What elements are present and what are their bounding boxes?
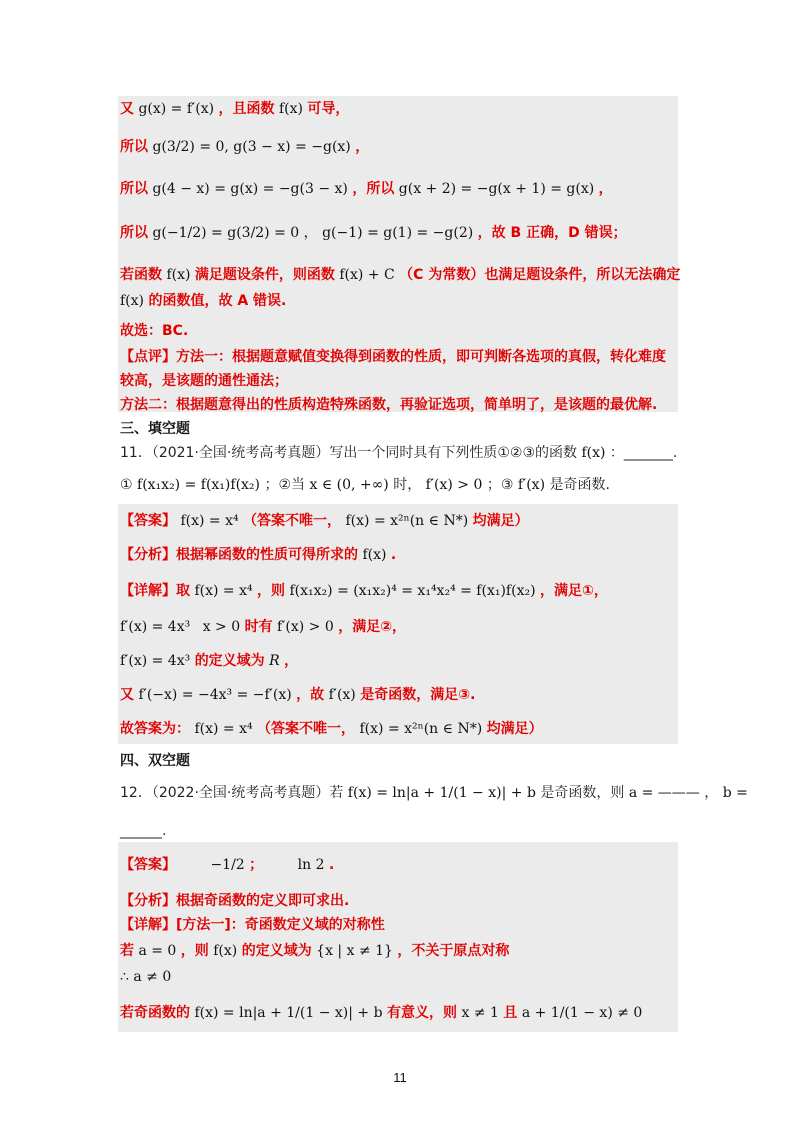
solution-line-3: 所以 g(4 − x) = g(x) = −g(3 − x) ，所以 g(x + 2) = −g(x + 1) = g(x) ， xyxy=(120,181,613,197)
page-number: 11 xyxy=(393,1070,407,1085)
detail-12-line-3: ∴ a ≠ 0 xyxy=(120,969,172,985)
solution-line-2: 所以 g(3/2) = 0, g(3 − x) = −g(x) ， xyxy=(120,139,370,155)
detail-11-line-1: 【详解】取 f(x) = x⁴ ，则 f(x₁x₂) = (x₁x₂)⁴ = x₁⁴x₂⁴ = f(x₁)f(x₂) ，满足①， xyxy=(120,583,608,599)
question-12-blank: ______. xyxy=(120,823,167,839)
detail-12-line-2: 若 a = 0 ，则 f(x) 的定义域为 {x | x ≠ 1} ，不关于原点对称 xyxy=(120,943,510,959)
comment-line-2: 较高，是该题的通性通法； xyxy=(120,373,288,389)
question-11-stem: 11．（2021·全国·统考高考真题）写出一个同时具有下列性质①②③的函数 f(x) ：_______. xyxy=(120,445,678,461)
analysis-12: 【分析】根据奇函数的定义即可求出. xyxy=(120,893,350,909)
solution-line-7: 故选：BC. xyxy=(120,323,189,339)
detail-12-line-1: 【详解】[方法一]：奇函数定义域的对称性 xyxy=(120,917,385,933)
comment-line-3: 方法二：根据题意得出的性质构造特殊函数，再验证选项，简单明了，是该题的最优解. xyxy=(120,397,658,413)
section-title-fill-blank: 三、填空题 xyxy=(120,421,190,437)
solution-line-5: 若函数 f(x) 满足题设条件，则函数 f(x) + C （C 为常数）也满足题设条件，所以无法确定 xyxy=(120,267,681,283)
comment-line-1: 【点评】方法一：根据题意赋值变换得到函数的性质，即可判断各选项的真假，转化难度 xyxy=(120,349,666,365)
solution-line-6: f(x) 的函数值，故 A 错误. xyxy=(120,293,287,309)
answer-12: 【答案】 −1/2 ； ln 2 . xyxy=(120,857,335,873)
answer-11: 【答案】 f(x) = x⁴ （答案不唯一， f(x) = x²ⁿ(n ∈ N*) 均满足） xyxy=(120,513,529,529)
detail-11-line-3: f′(x) = 4x³ 的定义域为 R ， xyxy=(120,653,299,669)
analysis-11: 【分析】根据幂函数的性质可得所求的 f(x) . xyxy=(120,547,397,563)
detail-11-line-4: 又 f′(−x) = −4x³ = −f′(x) ，故 f′(x) 是奇函数，满足③. xyxy=(120,687,476,703)
detail-11-line-2: f′(x) = 4x³ x > 0 时有 f′(x) > 0 ，满足②， xyxy=(120,619,407,635)
final-answer-11: 故答案为： f(x) = x⁴ （答案不唯一， f(x) = x²ⁿ(n ∈ N*) 均满足） xyxy=(120,721,543,737)
detail-12-line-4: 若奇函数的 f(x) = ln|a + 1/(1 − x)| + b 有意义，则 x ≠ 1 且 a + 1/(1 − x) ≠ 0 xyxy=(120,1005,643,1021)
question-12-stem: 12．（2022·全国·统考高考真题）若 f(x) = ln|a + 1/(1 − x)| + b 是奇函数，则 a = ——— ， b = xyxy=(120,785,748,801)
solution-line-4: 所以 g(−1/2) = g(3/2) = 0 ， g(−1) = g(1) = −g(2) ，故 B 正确，D 错误； xyxy=(120,225,627,241)
question-11-properties: ① f(x₁x₂) = f(x₁)f(x₂) ；②当 x ∈ (0, +∞) 时， f′(x) > 0 ；③ f′(x) 是奇函数. xyxy=(120,477,610,493)
solution-line-1: 又 g(x) = f′(x) ，且函数 f(x) 可导， xyxy=(120,101,350,117)
section-title-double-blank: 四、双空题 xyxy=(120,753,190,769)
